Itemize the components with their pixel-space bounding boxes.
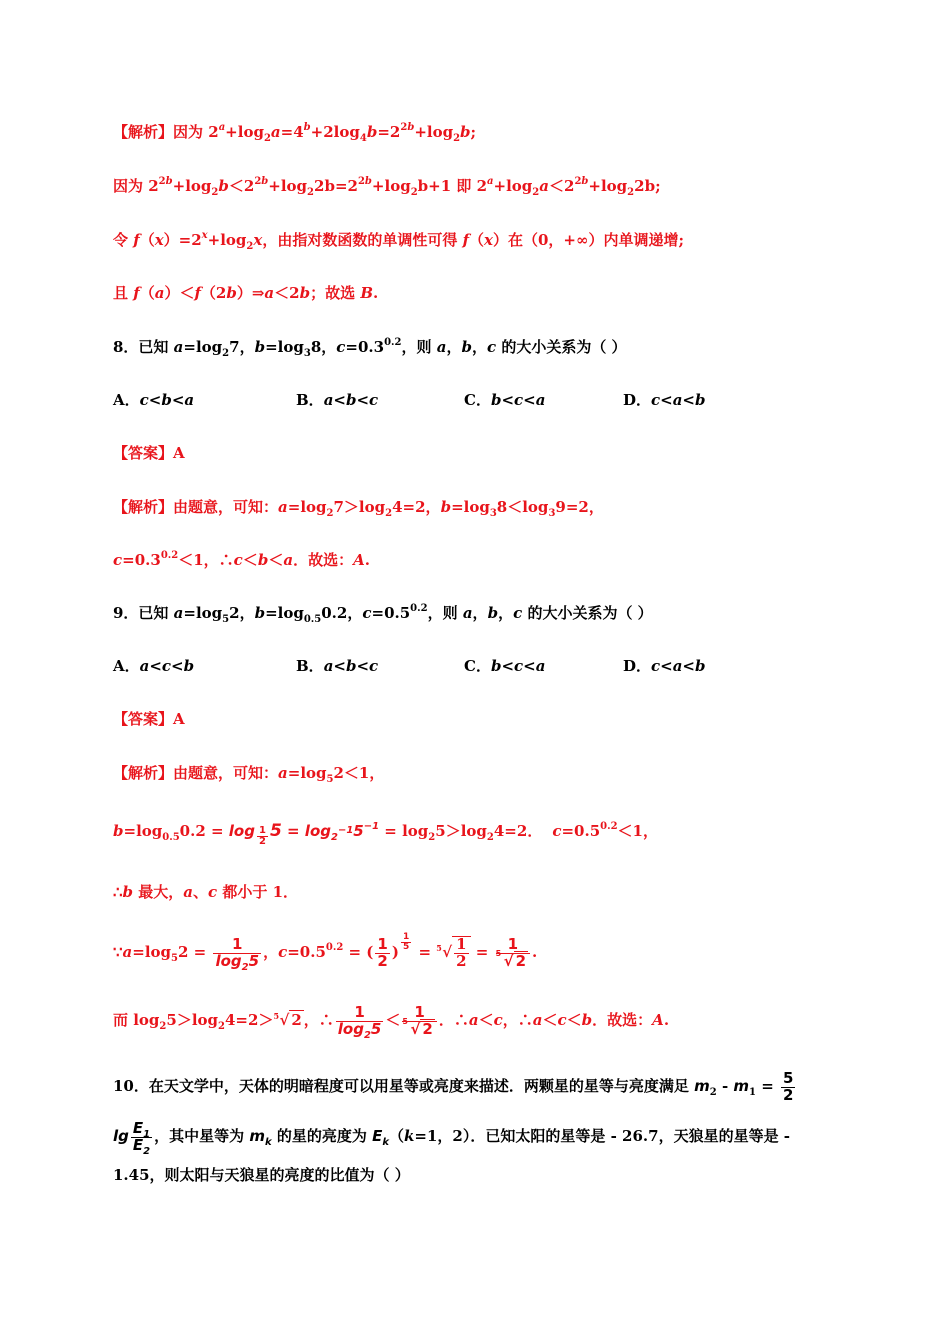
q8-analysis-line-1: 【解析】由题意，可知：$a=\log_27>\log_24=2$，$b=\log_38<\log_39=2$， bbox=[113, 498, 604, 519]
q8-option-d[interactable]: D．c<a<b bbox=[623, 391, 706, 409]
fraction-1-over-fifth-root-2: 1 5 √ 2 bbox=[496, 937, 530, 970]
q7-analysis-line-4: 且 f（a）＜f（2b）⇒a＜2b；故选 B. bbox=[113, 284, 379, 302]
q9-option-a[interactable]: A．a<c<b bbox=[113, 657, 195, 675]
q9-option-d[interactable]: D．c<a<b bbox=[623, 657, 706, 675]
fraction-five-halves: $\frac{5}{2}$ bbox=[783, 1068, 794, 1104]
q7-analysis-line-1: 【解析】因为 $2^a+\log_2a=4^b+2\log_4b=2^{2b}+\log_2b$; bbox=[113, 122, 477, 144]
log-base-one-half: $\frac{1}{2}$ bbox=[258, 824, 266, 847]
fraction-1-over-log2-5: $\frac{1}{\log_25}$ bbox=[215, 934, 260, 973]
q8-answer: 【答案】A bbox=[113, 444, 185, 462]
q8-option-c[interactable]: C．b<c<a bbox=[464, 391, 546, 409]
q8-question: 8．已知 $a=\log_27$，$b=\log_38$，$c=0.3^{0.2}$，则 a，b，c 的大小关系为（ ） bbox=[113, 337, 627, 359]
exponent-one-fifth: $\frac{1}{5}$ bbox=[402, 931, 410, 952]
q7-analysis-line-2: 因为 $2^{2b}+\log_2b<2^{2b}+\log_22b=2^{2b}+\log_2b+1$ 即 $2^a+\log_2a<2^{2b}+\log_22b$; bbox=[113, 176, 661, 198]
fraction-1-over-fifth-root-2-b: 1 5 √ 2 bbox=[402, 1005, 436, 1038]
fraction-1-over-log2-5-b: $\frac{1}{\log_25}$ bbox=[337, 1002, 382, 1041]
q9-analysis-line-3: ∴b 最大，a、c 都小于 1． bbox=[113, 883, 299, 901]
fifth-root-one-half: 5 √ $\frac{1}{2}$ bbox=[442, 932, 470, 972]
q9-analysis-line-1: 【解析】由题意，可知：$a=\log_52<1$， bbox=[113, 764, 385, 785]
q8-analysis-line-2: $c=0.3^{0.2}<1$，∴c＜b＜a．故选：A. bbox=[113, 550, 370, 569]
q9-analysis-line-4: $\because a=\log_52$ = $\frac{1}{\log_25}$ ，$c=0.5^{0.2}$ = ( $\frac{1}{2}$ ) $\frac{1}{5}$ = 5 √ $\frac{1}{2}$ = 1 5 √ 2 . bbox=[113, 931, 538, 973]
q9-analysis-line-2: $b=\log_{0.5}0.2 = \log$ $\frac{1}{2}$ $5 = \log_{2^{-1}}5^{-1} = \log_25>\log_24=2$． $c=0.5^{0.2}<1$， bbox=[113, 821, 658, 847]
fifth-root-2: 5 √ 2 bbox=[273, 1011, 302, 1029]
q7-analysis-line-3: 令 $f(x)=2^x+\log_2x$，由指对数函数的单调性可得 f（x）在（0，+∞）内单调递增; bbox=[113, 230, 685, 252]
q9-analysis-line-5: 而 $\log_25>\log_24=2>$ 5 √ 2 ，∴ $\frac{1}{\log_25}$ ＜ 1 5 √ 2 ．∴a＜c，∴a＜c＜b．故选：A. bbox=[113, 1000, 669, 1040]
fraction-one-half: $\frac{1}{2}$ bbox=[377, 934, 388, 970]
q10-question-line-2: lg $\frac{E_1}{E_2}$ ，其中星等为 $m_k$ 的星的亮度为 $E_k(k=1$，2）．已知太阳的星等是 - 26.7，天狼星的星等是 - bbox=[113, 1118, 791, 1157]
q9-option-c[interactable]: C．b<c<a bbox=[464, 657, 546, 675]
q10-question-line-1: 10．在天文学中，天体的明暗程度可以用星等或亮度来描述．两颗星的星等与亮度满足 $m_2 - m_1$ = $\frac{5}{2}$ bbox=[113, 1068, 794, 1104]
q9-option-b[interactable]: B．a<b<c bbox=[296, 657, 379, 675]
q9-question: 9．已知 $a=\log_52$，$b=\log_{0.5}0.2$，$c=0.5^{0.2}$，则 a，b，c 的大小关系为（ ） bbox=[113, 603, 653, 625]
fraction-e1-over-e2: $\frac{E_1}{E_2}$ bbox=[132, 1118, 151, 1157]
q8-option-a[interactable]: A．c<b<a bbox=[113, 391, 195, 409]
q9-answer: 【答案】A bbox=[113, 710, 185, 728]
q10-question-line-3: 1.45，则太阳与天狼星的亮度的比值为（ ） bbox=[113, 1166, 410, 1184]
q8-option-b[interactable]: B．a<b<c bbox=[296, 391, 379, 409]
